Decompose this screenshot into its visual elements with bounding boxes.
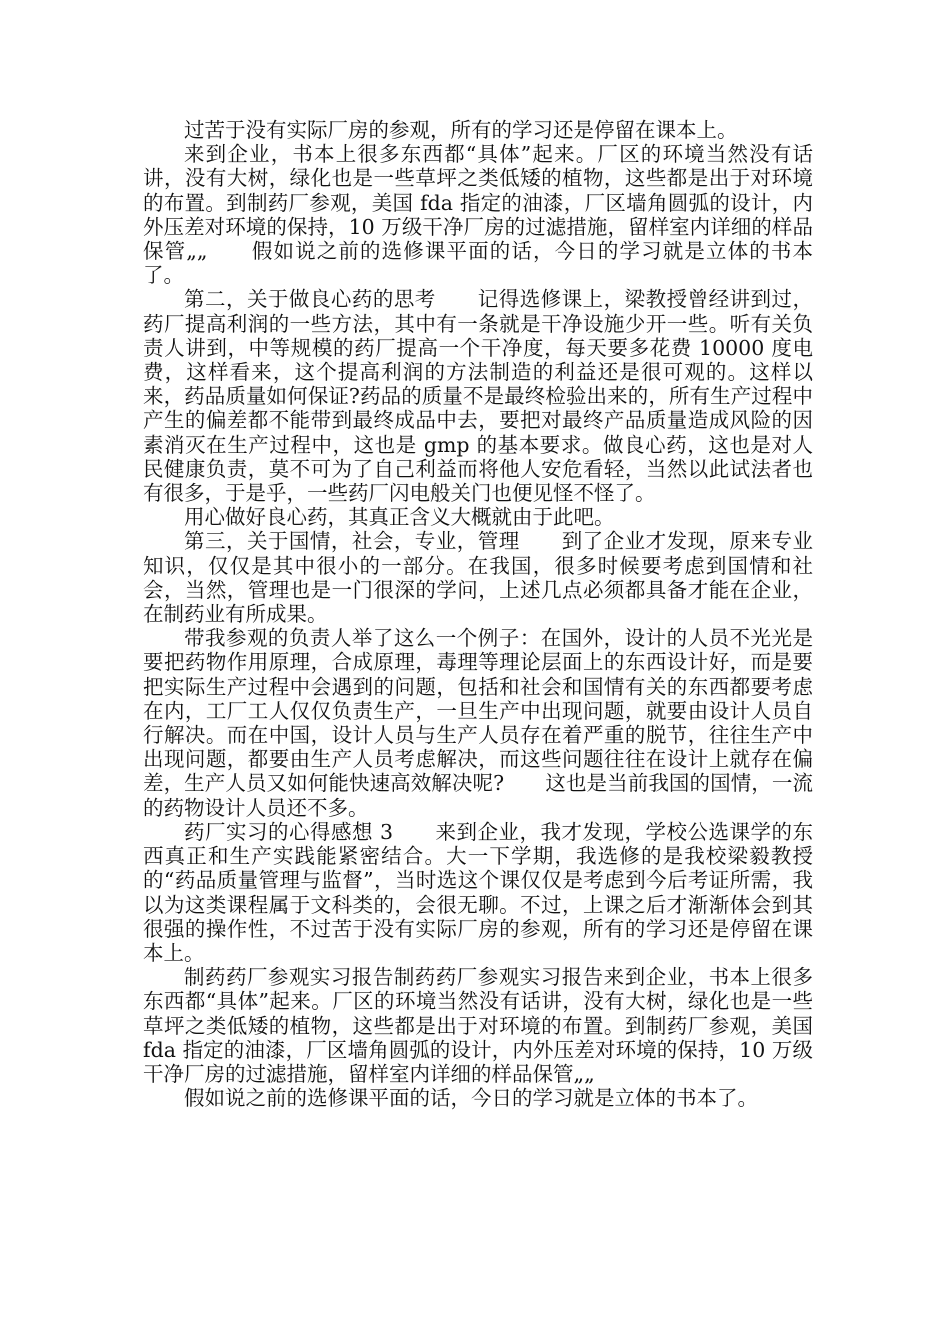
paragraph: 第二，关于做良心药的思考 记得选修课上，梁教授曾经讲到过，药厂提高利润的一些方法，其中有一条就是干净设施少开一些。听有关负责人讲到，中等规模的药厂提高一个干净度，每天要多花费 10000 度电费，这样看来，这个提高利润的方法制造的利益还是很可观的。这样以来，药品质量如何保证?药品的质量不是最终检验出来的，所有生产过程中产生的偏差都不能带到最终成品中去，要把对最终产品质量造成风险的因素消灭在生产过程中，这也是 gmp 的基本要求。做良心药，这也是对人民健康负责，莫不可为了自己利益而将他人安危看轻，当然以此试法者也有很多，于是乎，一些药厂闪电般关门也便见怪不怪了。 [143,287,813,506]
paragraph: 来到企业，书本上很多东西都“具体”起来。厂区的环境当然没有话讲，没有大树，绿化也是一些草坪之类低矮的植物，这些都是出于对环境的布置。到制药厂参观，美国 fda 指定的油漆，厂区墙角圆弧的设计，内外压差对环境的保持，10 万级干净厂房的过滤措施，留样室内详细的样品保管„„ 假如说之前的选修课平面的话，今日的学习就是立体的书本了。 [143,142,813,288]
paragraph: 第三，关于国情，社会，专业，管理 到了企业才发现，原来专业知识，仅仅是其中很小的一部分。在我国，很多时候要考虑到国情和社会，当然，管理也是一门很深的学问，上述几点必须都具备才能在企业，在制药业有所成果。 [143,529,813,627]
paragraph: 用心做好良心药，其真正含义大概就由于此吧。 [184,505,615,530]
paragraph: 过苦于没有实际厂房的参观，所有的学习还是停留在课本上。 [184,118,738,142]
document-body [143,118,813,1110]
paragraph: 假如说之前的选修课平面的话，今日的学习就是立体的书本了。 [184,1086,758,1111]
paragraph: 药厂实习的心得感想 3 来到企业，我才发现，学校公选课学的东西真正和生产实践能紧密结合。大一下学期，我选修的是我校梁毅教授的“药品质量管理与监督”，当时选这个课仅仅是考虑到今后考证所需，我以为这类课程属于文科类的，会很无聊。不过，上课之后才渐渐体会到其很强的操作性，不过苦于没有实际厂房的参观，所有的学习还是停留在课本上。 [143,819,813,965]
paragraph: 制药药厂参观实习报告制药药厂参观实习报告来到企业，书本上很多东西都“具体”起来。厂区的环境当然没有话讲，没有大树，绿化也是一些草坪之类低矮的植物，这些都是出于对环境的布置。到制药厂参观，美国 fda 指定的油漆，厂区墙角圆弧的设计，内外压差对环境的保持，10 万级干净厂房的过滤措施，留样室内详细的样品保管„„ [143,965,813,1086]
paragraph: 带我参观的负责人举了这么一个例子：在国外，设计的人员不光光是要把药物作用原理，合成原理，毒理等理论层面上的东西设计好，而是要把实际生产过程中会遇到的问题，包括和社会和国情有关的东西都要考虑在内，工厂工人仅仅负责生产，一旦生产中出现问题，就要由设计人员自行解决。而在中国，设计人员与生产人员存在着严重的脱节，往往生产中出现问题，都要由生产人员考虑解决，而这些问题往往在设计上就存在偏差，生产人员又如何能快速高效解决呢? 这也是当前我国的国情，一流的药物设计人员还不多。 [143,626,813,820]
